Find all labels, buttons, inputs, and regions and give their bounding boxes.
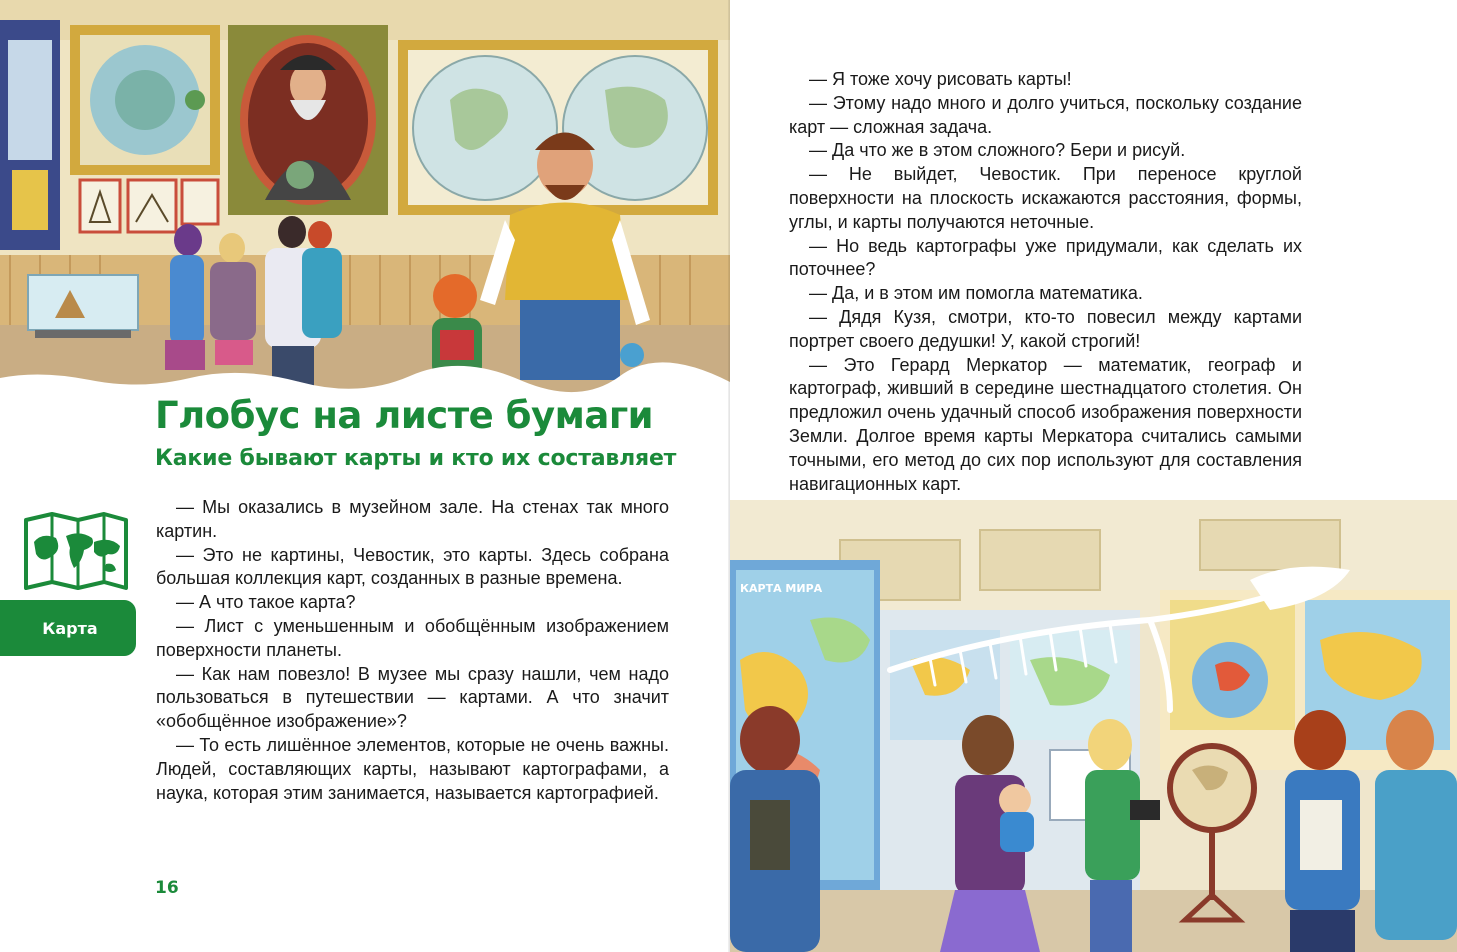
paragraph: — Мы оказались в музейном зале. На стенах так много картин.: [156, 497, 669, 541]
paragraph: — А что такое карта?: [176, 592, 356, 613]
paragraph: — Это Герард Меркатор — математик, географ и картограф, живший в середине шестнадцатого столетия. Он предложил очень удачный способ изображения поверхности Земли. Долгое время карты Меркатора считались самыми точными, его метод до сих пор используют для составления навигационных карт.: [789, 354, 1302, 494]
world-map-icon: [22, 512, 130, 592]
paragraph: — Я тоже хочу рисовать карты!: [809, 69, 1072, 89]
paragraph: — Да что же в этом сложного? Бери и рисуй.: [809, 140, 1186, 161]
paragraph: — Как нам повезло! В музее мы сразу нашли, чем надо пользоваться в путешествии — картами. А что значит «обобщённое изображение»?: [156, 663, 669, 732]
right-page: [730, 0, 1457, 952]
paragraph: — Это не картины, Чевостик, это карты. Здесь собрана большая коллекция карт, созданных в разные времена.: [156, 544, 669, 589]
paragraph: — То есть лишённое элементов, которые не очень важны. Людей, составляющих карты, называют картографами, а наука, которая этим занимается, называется картографией.: [156, 734, 669, 803]
chapter-subtitle: Какие бывают карты и кто их составляет: [155, 446, 677, 471]
paragraph: — Но ведь картографы уже придумали, как сделать их поточнее?: [789, 235, 1302, 280]
museum-illustration-bottom: [730, 500, 1457, 952]
paragraph: — Да, и в этом им помогла математика.: [809, 283, 1143, 304]
map-label: КАРТА МИРА: [740, 582, 823, 595]
section-tab: [0, 600, 136, 656]
museum-illustration-top: [0, 0, 730, 420]
page-number: 16: [155, 878, 179, 898]
paragraph: — Не выйдет, Чевостик. При переносе круглой поверхности на плоскость искажаются расстояния, формы, углы, и карты получаются неточные.: [789, 164, 1302, 232]
right-page-text: [789, 68, 1302, 520]
chapter-title: Глобус на листе бумаги: [155, 394, 654, 437]
section-tab-label: Карта: [42, 618, 98, 638]
paragraph: — Лист с уменьшенным и обобщённым изображением поверхности планеты.: [156, 615, 669, 660]
paragraph: — Этому надо много и долго учиться, поскольку создание карт — сложная задача.: [789, 92, 1302, 137]
left-page-text: [156, 496, 669, 805]
paragraph: — Дядя Кузя, смотри, кто-то повесил между картами портрет своего дедушки! У, какой строгий!: [789, 306, 1302, 351]
